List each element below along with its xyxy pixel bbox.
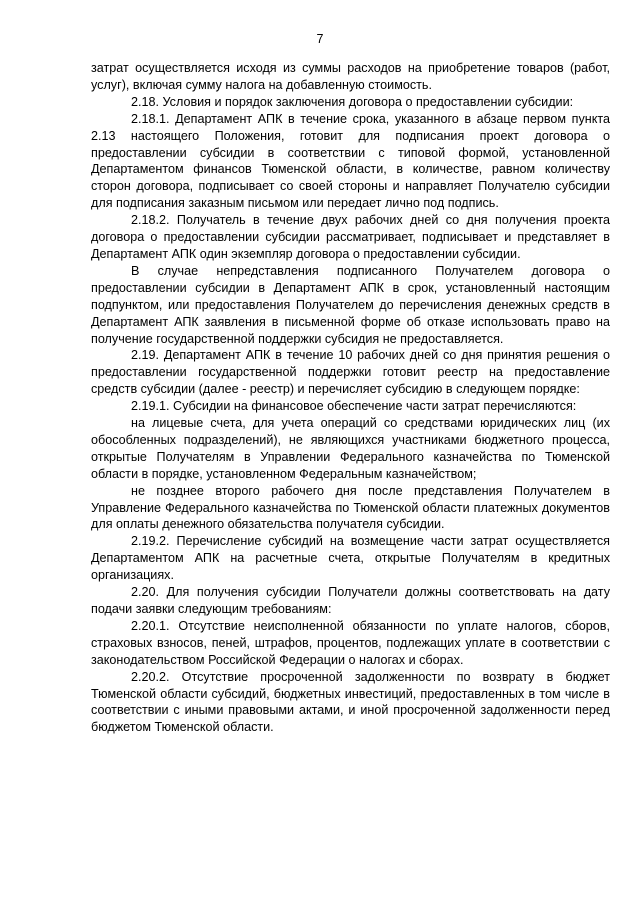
paragraph-2-20-1: 2.20.1. Отсутствие неисполненной обязанности по уплате налогов, сборов, страховых взносов, пеней, штрафов, процентов, подлежащих уплате в соответствии с законодательством Российской Федерации о налогах и сборах. <box>91 618 610 667</box>
paragraph-continuation: затрат осуществляется исходя из суммы расходов на приобретение товаров (работ, услуг), включая сумму налога на добавленную стоимость. <box>91 61 610 92</box>
paragraph-2-20: 2.20. Для получения субсидии Получатели должны соответствовать на дату подачи заявки следующим требованиям: <box>91 585 610 616</box>
paragraph-transfer-deadline: не позднее второго рабочего дня после представления Получателем в Управление Федерального казначейства по Тюменской области платежных документов для оплаты денежного обязательства получателя субсидии. <box>91 483 610 532</box>
paragraph-2-20-2: 2.20.2. Отсутствие просроченной задолженности по возврату в бюджет Тюменской области субсидий, бюджетных инвестиций, предоставленных в том числе в соответствии с иными правовыми актами, и иной просроченной задолженности перед бюджетом Тюменской области. <box>91 669 610 735</box>
paragraph-refusal-case: В случае непредставления подписанного Получателем договора о предоставлении субсидии в Департамент АПК в срок, установленный настоящим подпунктом, или предоставления Получателем до перечисления денежных средств в Департамент АПК заявления в письменной форме об отказе использовать право на получение государственной поддержки субсидия не предоставляется. <box>91 263 610 346</box>
document-body <box>91 60 610 736</box>
paragraph-2-19-1: 2.19.1. Субсидии на финансовое обеспечение части затрат перечисляются: <box>131 399 577 414</box>
paragraph-2-18-1: 2.18.1. Департамент АПК в течение срока, указанного в абзаце первом пункта 2.13 настоящего Положения, готовит для подписания проект договора о предоставлении субсидии в соответствии с типовой формой, установленной Департаментом финансов Тюменской области, в количестве, равном количеству сторон договора, подписывает со своей стороны и направляет Получателю субсидии для подписания заказным письмом или передает лично под подпись. <box>91 111 610 211</box>
paragraph-2-19: 2.19. Департамент АПК в течение 10 рабочих дней со дня принятия решения о предоставлении государственной поддержки готовит реестр на предоставление средств субсидии (далее - реестр) и перечисляет субсидию в следующем порядке: <box>91 348 610 397</box>
paragraph-personal-accounts: на лицевые счета, для учета операций со средствами юридических лиц (их обособленных подразделений), не являющихся участниками бюджетного процесса, открытые Получателям в Управлении Федерального казначейства по Тюменской области в порядке, установленном Федеральным казначейством; <box>91 416 610 481</box>
paragraph-2-18: 2.18. Условия и порядок заключения договора о предоставлении субсидии: <box>131 94 574 109</box>
paragraph-2-19-2: 2.19.2. Перечисление субсидий на возмещение части затрат осуществляется Департаментом АПК на расчетные счета, открытые Получателям в кредитных организациях. <box>91 534 610 583</box>
page-number: 7 <box>316 32 324 46</box>
paragraph-2-18-2: 2.18.2. Получатель в течение двух рабочих дней со дня получения проекта договора о предоставлении субсидии рассматривает, подписывает и представляет в Департамент АПК один экземпляр договора о предоставлении субсидии. <box>91 213 610 261</box>
